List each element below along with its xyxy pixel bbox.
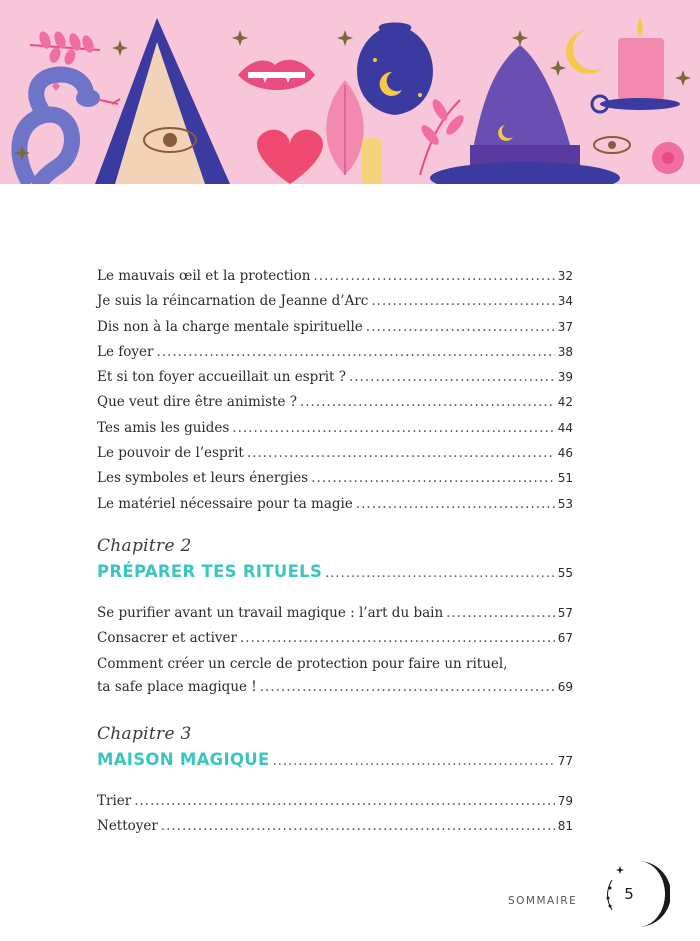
dot-leader: [156, 340, 554, 365]
witch-hat-icon: [430, 45, 620, 184]
toc-entry[interactable]: [97, 365, 573, 390]
page-number: 5: [624, 885, 634, 903]
toc-entry[interactable]: [97, 264, 573, 289]
candle-icon: [592, 18, 680, 112]
lips-icon: [238, 60, 315, 90]
toc-entry-title: Les symboles et leurs énergies: [97, 470, 309, 487]
chapter-2-entries: [97, 601, 573, 652]
toc-entry[interactable]: [97, 390, 573, 415]
scroll-icon: [362, 138, 382, 184]
toc-entry-page: 42: [557, 395, 573, 410]
dot-leader: [325, 566, 555, 581]
chapter-2-heading[interactable]: [97, 557, 573, 587]
plant-icon: [326, 80, 364, 175]
toc-entry-page: 32: [557, 269, 573, 283]
heart-icon: [257, 130, 323, 184]
toc-entry[interactable]: [97, 315, 573, 340]
toc-entry[interactable]: [97, 601, 573, 626]
leaf-sprig-icon: [30, 30, 100, 66]
toc-entry-title: Le matériel nécessaire pour ta magie: [97, 495, 353, 512]
toc-entry[interactable]: [97, 626, 573, 651]
dot-leader: [371, 289, 554, 314]
toc-entry-page: 81: [557, 819, 573, 834]
toc-entry-page: 57: [557, 605, 573, 620]
dot-leader: [273, 754, 555, 769]
dot-leader: [134, 789, 555, 814]
toc-section-1: [97, 264, 573, 517]
toc-entry-title: Je suis la réincarnation de Jeanne d’Arc: [97, 293, 369, 310]
table-of-contents: [97, 264, 573, 839]
toc-entry[interactable]: [97, 416, 573, 441]
toc-entry[interactable]: [97, 789, 573, 814]
chapter-3-entries: [97, 789, 573, 840]
toc-entry-page: 67: [557, 631, 573, 646]
chapter-3-heading[interactable]: [97, 745, 573, 775]
toc-entry-title: Tes amis les guides: [97, 419, 230, 436]
toc-entry-page: 34: [557, 294, 573, 309]
toc-entry-title: Se purifier avant un travail magique : l’art du bain: [97, 604, 444, 621]
dot-leader: [161, 814, 555, 839]
dot-leader: [240, 626, 555, 651]
chapter-2-title: PRÉPARER TES RITUELS: [97, 561, 323, 581]
toc-entry[interactable]: [97, 814, 573, 839]
toc-entry-page: 38: [557, 344, 573, 359]
dot-leader: [260, 677, 555, 697]
chapter-3-page: 77: [557, 753, 573, 768]
toc-entry-page: 69: [557, 679, 573, 694]
toc-entry-title: Le pouvoir de l’esprit: [97, 445, 244, 462]
section-label: SOMMAIRE: [508, 895, 578, 907]
toc-entry-line1: Comment créer un cercle de protection pour faire un rituel,: [97, 655, 508, 672]
toc-entry-page: 37: [557, 319, 573, 334]
toc-entry-page: 53: [557, 496, 573, 511]
toc-entry-multiline[interactable]: [97, 652, 573, 697]
toc-entry-line2: ta safe place magique !: [97, 678, 257, 695]
toc-entry-title: Le foyer: [97, 343, 154, 360]
banner-art: [0, 0, 700, 184]
dot-leader: [232, 416, 554, 441]
dot-leader: [311, 466, 555, 491]
toc-entry-title: Trier: [97, 792, 132, 809]
toc-entry-title: Le mauvais œil et la protection: [97, 268, 311, 284]
toc-entry-title: Nettoyer: [97, 818, 158, 835]
toc-entry-title: Consacrer et activer: [97, 630, 238, 647]
chapter-2-label: Chapitre 2: [97, 535, 192, 556]
branch-icon: [418, 97, 466, 175]
dot-leader: [446, 601, 555, 626]
toc-entry-page: 79: [557, 793, 573, 808]
toc-entry-title: Que veut dire être animiste ?: [97, 394, 297, 411]
page-number-badge: [598, 858, 670, 930]
dot-leader: [349, 365, 555, 390]
moon-pouch-icon: [357, 23, 433, 116]
toc-entry[interactable]: [97, 466, 573, 491]
toc-entry[interactable]: [97, 340, 573, 365]
dot-leader: [300, 390, 555, 415]
toc-entry[interactable]: [97, 289, 573, 314]
eye-icon: [594, 137, 630, 153]
toc-entry-page: 39: [557, 370, 573, 385]
dot-leader: [356, 492, 555, 517]
header-illustration: [0, 0, 700, 184]
dot-leader: [247, 441, 555, 466]
toc-entry-title: Dis non à la charge mentale spirituelle: [97, 318, 363, 335]
moon-icon: [566, 30, 603, 74]
toc-entry-title: Et si ton foyer accueillait un esprit ?: [97, 369, 346, 386]
chapter-3-title: MAISON MAGIQUE: [97, 749, 270, 769]
chapter-2-page: 55: [557, 565, 573, 580]
toc-entry-page: 44: [557, 420, 573, 435]
toc-entry-page: 51: [557, 471, 573, 486]
toc-entry[interactable]: [97, 441, 573, 466]
toc-entry[interactable]: [97, 492, 573, 517]
flower-icon: [652, 142, 684, 174]
dot-leader: [313, 264, 554, 289]
toc-entry-page: 46: [557, 446, 573, 461]
dot-leader: [366, 315, 555, 340]
chapter-3-label: Chapitre 3: [97, 723, 192, 744]
